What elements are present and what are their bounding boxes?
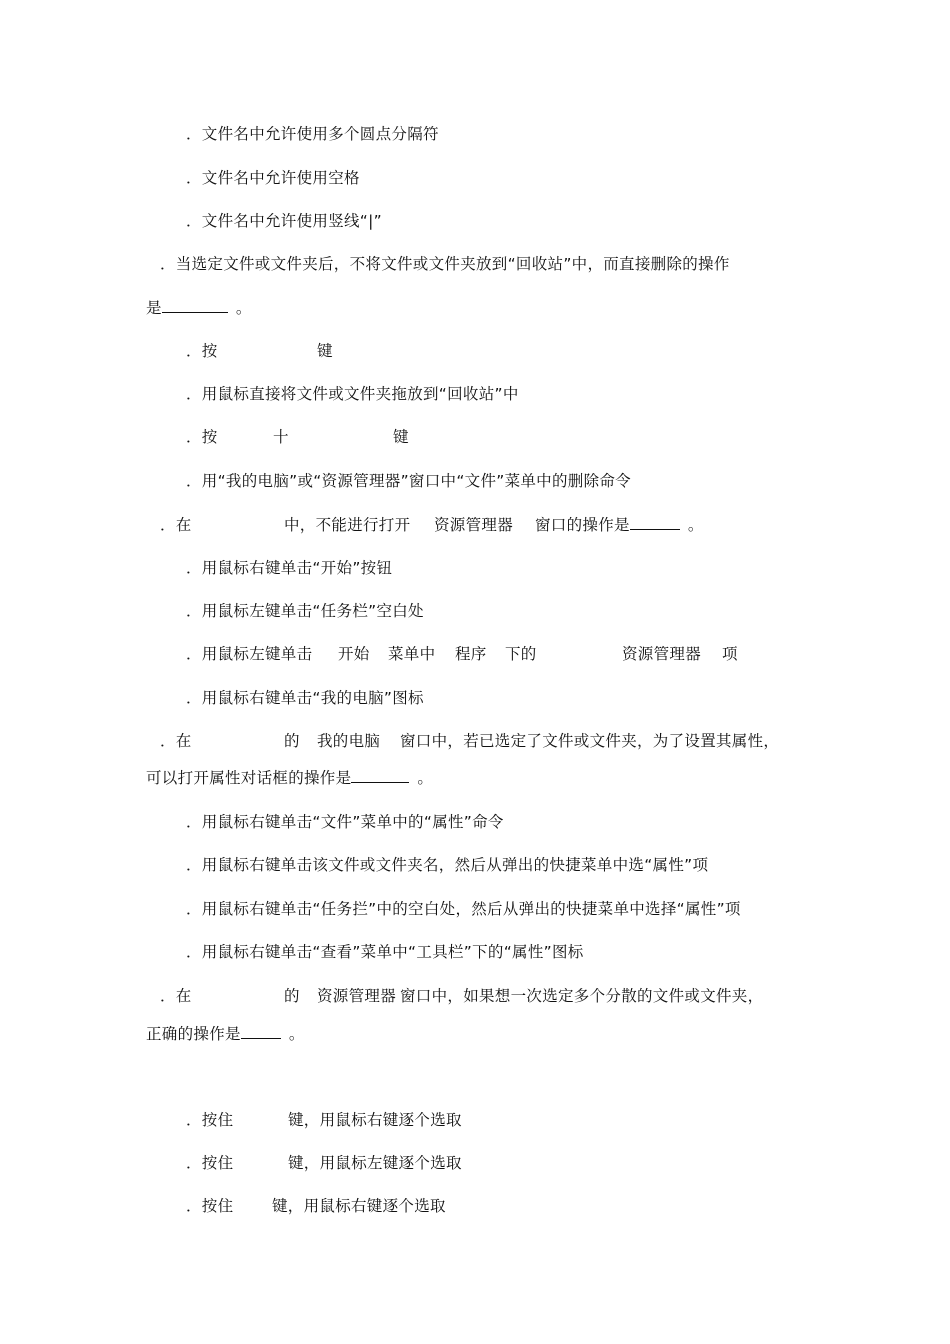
question-stem-part [535,515,704,535]
option-line-part: 资源管理器 [622,645,702,663]
option-line-part: 十 [273,428,289,446]
option-line-part: 键 [317,342,333,360]
option-line: ．文件名中允许使用空格 [186,169,360,187]
answer-blank [351,768,409,783]
option-line: ．按住 [186,1111,234,1129]
option-line: ．用“我的电脑”或“资源管理器”窗口中“文件”菜单中的删除命令 [186,472,631,490]
option-line-part: 菜单中 [388,645,436,663]
stem-text: 可以打开属性对话框的操作是 [146,769,352,787]
option-line: ．用鼠标直接将文件或文件夹拖放到“回收站”中 [186,385,519,403]
question-stem-part: 中，不能进行打开 [284,516,411,534]
option-line-part: 程序 [455,645,487,663]
option-line: ．按 [186,428,218,446]
option-line: ．按 [186,342,218,360]
option-line-part: 开始 [338,645,370,663]
option-line-part: 项 [722,645,738,663]
option-line: ．按住 [186,1154,234,1172]
option-line: ．用鼠标左键单击 [186,645,313,663]
option-line-part: 下的 [505,645,537,663]
question-stem-part: 窗口中，若已选定了文件或文件夹，为了设置其属性， [400,732,780,750]
option-line-part: 键，用鼠标右键逐个选取 [288,1111,462,1129]
question-stem-cont [146,1024,305,1044]
option-line-part: 键，用鼠标右键逐个选取 [272,1197,446,1215]
answer-blank [241,1024,281,1039]
option-line: ．文件名中允许使用多个圆点分隔符 [186,125,439,143]
option-line: ．用鼠标右键单击“查看”菜单中“工具栏”下的“属性”图标 [186,943,584,961]
question-stem: ．当选定文件或文件夹后，不将文件或文件夹放到“回收站”中，而直接删除的操作 [160,255,730,273]
stem-text: 。 [417,769,434,787]
option-line: ．用鼠标右键单击该文件或文件夹名，然后从弹出的快捷菜单中选“属性”项 [186,856,709,874]
stem-text: 。 [288,1025,305,1043]
question-stem-part: 的 [284,732,300,750]
stem-text: 。 [235,299,252,317]
question-stem-cont [146,768,433,788]
question-stem: ．在 [160,732,192,750]
option-line: ．用鼠标右键单击“开始”按钮 [186,559,393,577]
answer-blank [162,298,228,313]
question-stem: ．在 [160,987,192,1005]
question-stem-part: 窗口中，如果想一次选定多个分散的文件或文件夹， [400,987,764,1005]
question-stem-part: 资源管理器 [434,516,514,534]
stem-text: 是 [146,299,162,317]
option-line: ．文件名中允许使用竖线“|” [186,212,382,230]
option-line: ．用鼠标右键单击“我的电脑”图标 [186,689,424,707]
option-line: ．用鼠标右键单击“文件”菜单中的“属性”命令 [186,813,504,831]
stem-text: 窗口的操作是 [535,516,630,534]
option-line: ．用鼠标右键单击“任务拦”中的空白处，然后从弹出的快捷菜单中选择“属性”项 [186,900,741,918]
stem-text: 正确的操作是 [146,1025,241,1043]
stem-text: 。 [687,516,704,534]
option-line: ．按住 [186,1197,234,1215]
question-stem-part: 资源管理器 [317,987,397,1005]
question-stem-part: 的 [284,987,300,1005]
option-line-part: 键 [393,428,409,446]
option-line: ．用鼠标左键单击“任务栏”空白处 [186,602,424,620]
question-stem-cont [146,298,252,318]
answer-blank [630,515,680,530]
question-stem: ．在 [160,516,192,534]
question-stem-part: 我的电脑 [317,732,381,750]
option-line-part: 键，用鼠标左键逐个选取 [288,1154,462,1172]
